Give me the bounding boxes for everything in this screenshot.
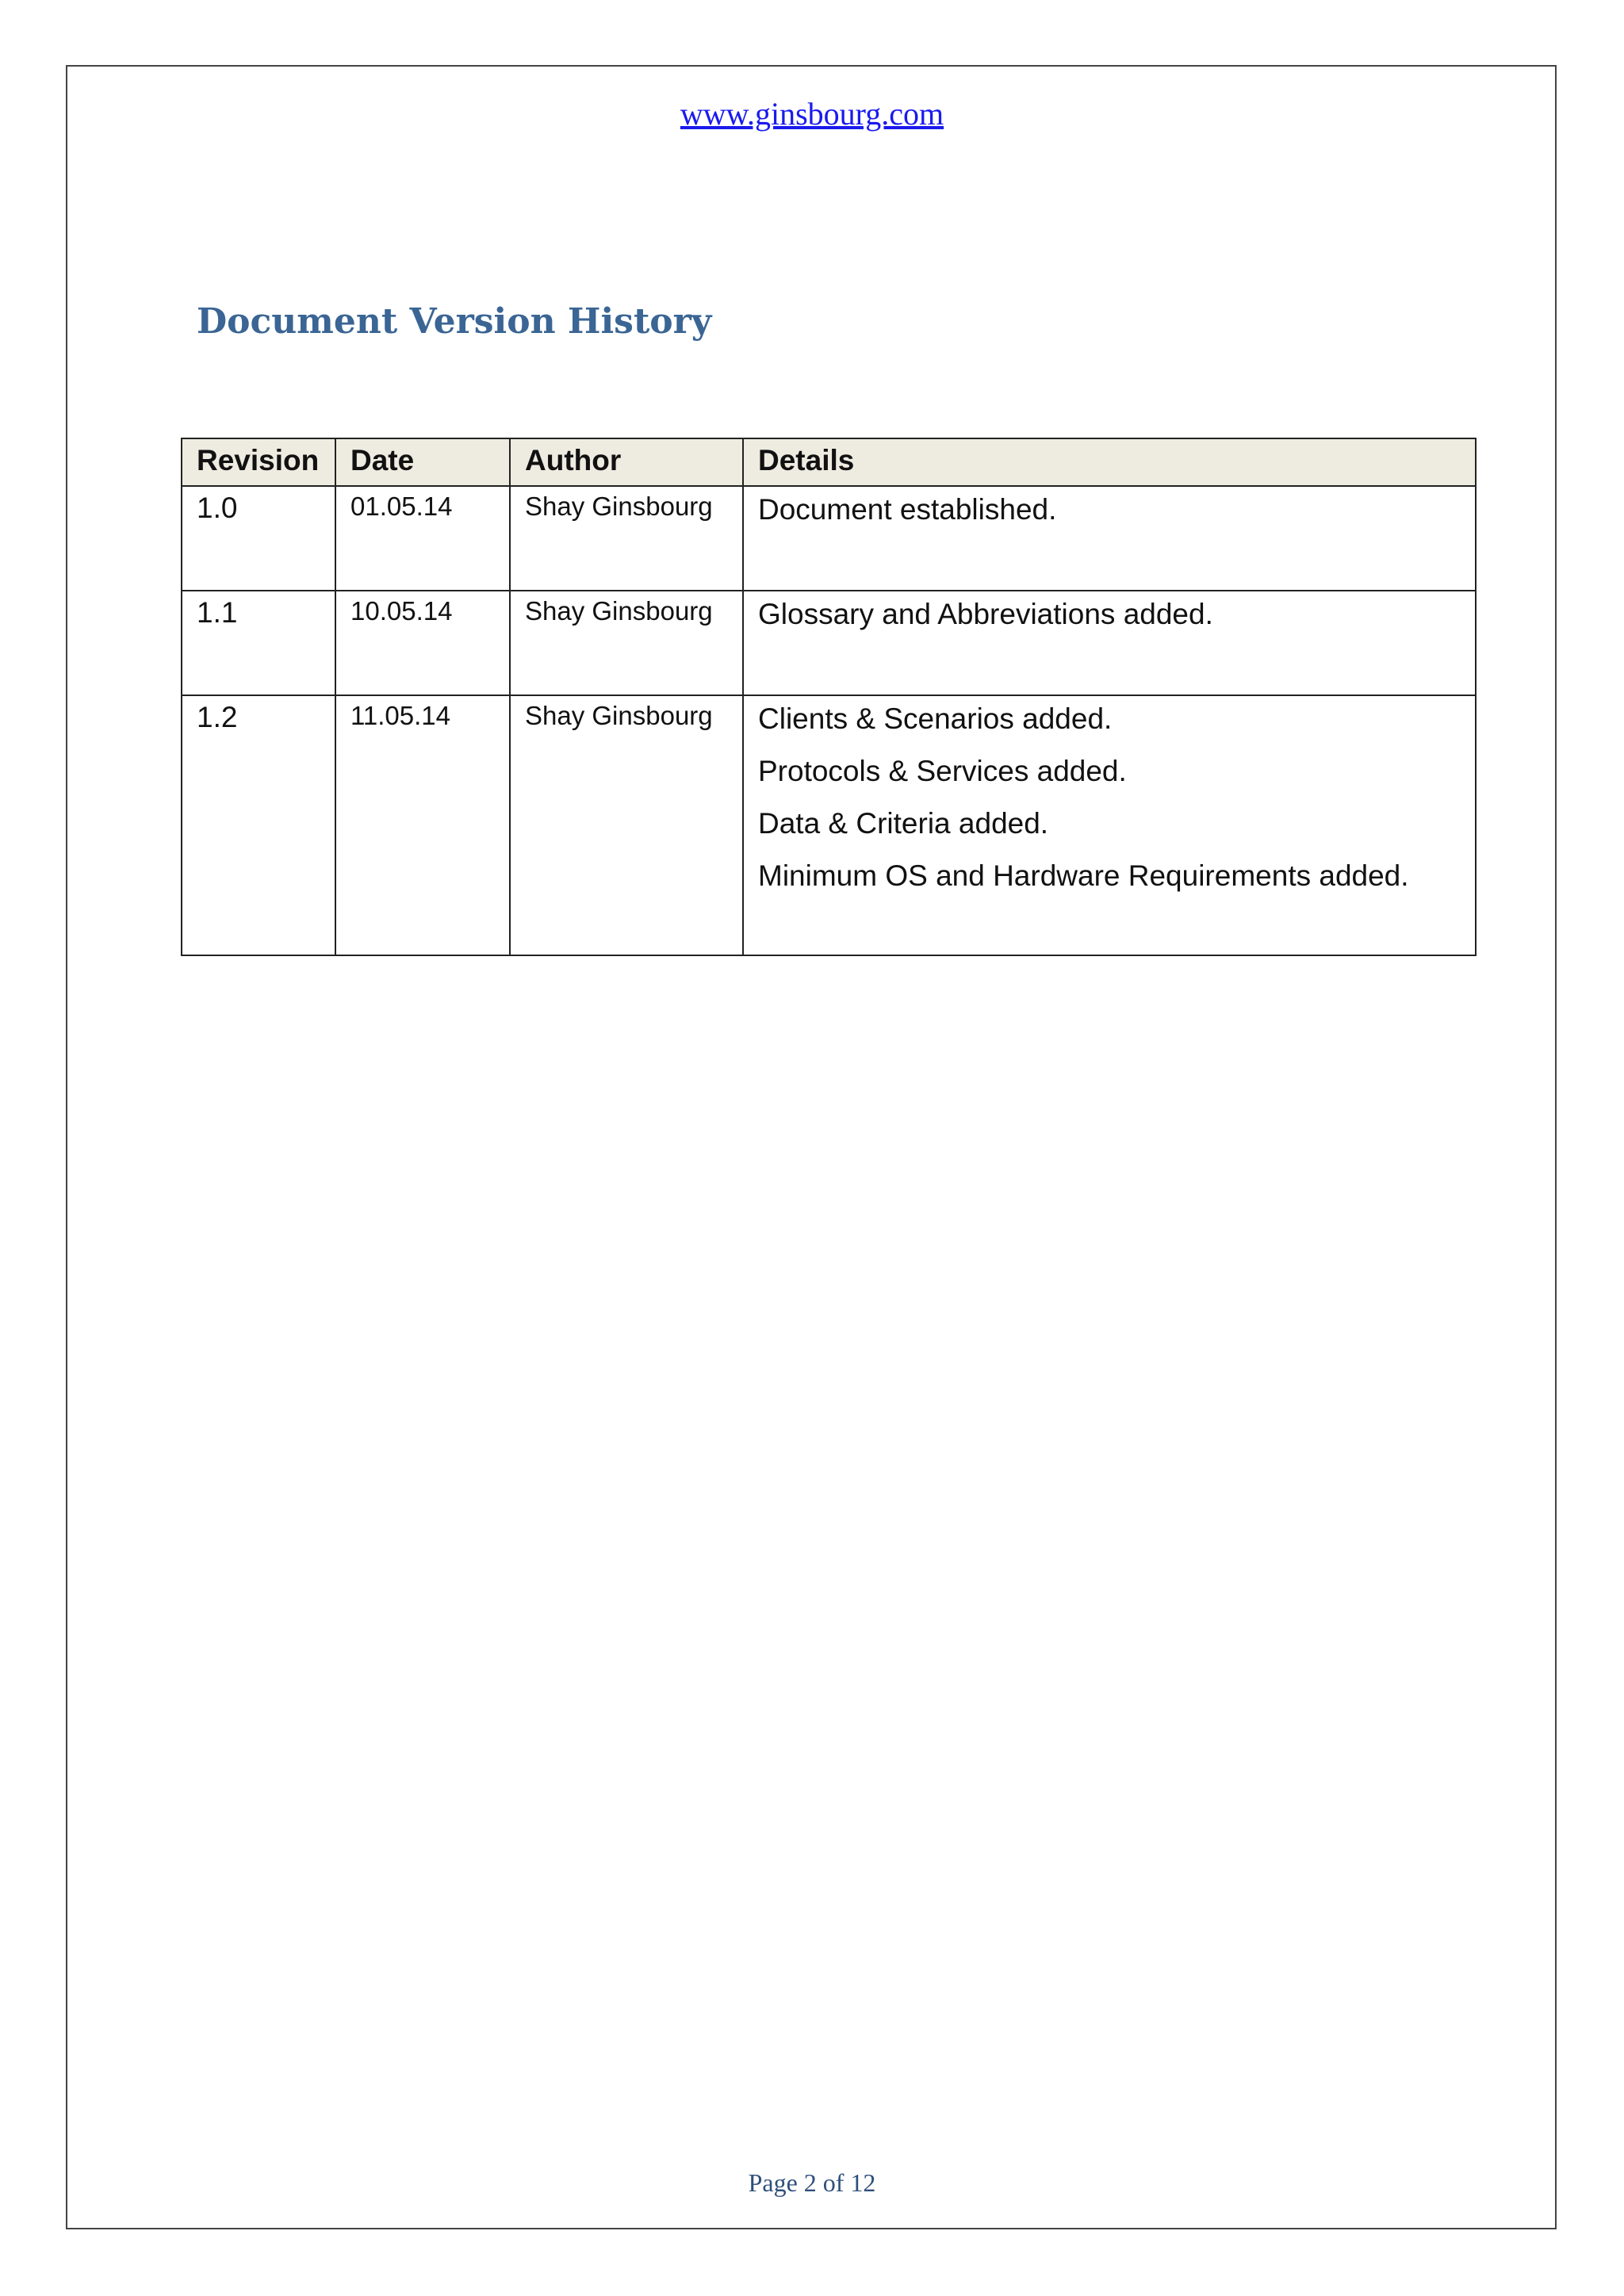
date-cell: 10.05.14 xyxy=(335,591,510,695)
version-history-table xyxy=(181,438,1477,956)
table-row xyxy=(182,591,1476,695)
author-cell: Shay Ginsbourg xyxy=(510,591,743,695)
detail-line: Glossary and Abbreviations added. xyxy=(758,598,1213,630)
column-header-author: Author xyxy=(510,438,743,486)
column-header-date: Date xyxy=(335,438,510,486)
detail-line: Clients & Scenarios added. xyxy=(758,702,1113,735)
author-cell: Shay Ginsbourg xyxy=(510,695,743,955)
detail-line: Minimum OS and Hardware Requirements added. xyxy=(758,859,1409,892)
column-header-revision: Revision xyxy=(182,438,335,486)
table-header-row xyxy=(182,438,1476,486)
column-header-details: Details xyxy=(743,438,1476,486)
page-number: Page 2 of 12 xyxy=(748,2168,876,2197)
date-cell: 11.05.14 xyxy=(335,695,510,955)
author-cell: Shay Ginsbourg xyxy=(510,486,743,591)
table-row xyxy=(182,486,1476,591)
revision-cell: 1.1 xyxy=(182,591,335,695)
detail-line: Protocols & Services added. xyxy=(758,755,1127,787)
section-title: Document Version History xyxy=(197,301,712,342)
detail-line: Document established. xyxy=(758,493,1057,526)
header-website-link[interactable]: www.ginsbourg.com xyxy=(680,96,944,132)
details-cell xyxy=(743,695,1476,955)
table-row xyxy=(182,695,1476,955)
details-cell xyxy=(743,591,1476,695)
date-cell: 01.05.14 xyxy=(335,486,510,591)
detail-line: Data & Criteria added. xyxy=(758,807,1049,840)
details-cell xyxy=(743,486,1476,591)
revision-cell: 1.0 xyxy=(182,486,335,591)
page-border xyxy=(66,65,1557,2229)
revision-cell: 1.2 xyxy=(182,695,335,955)
